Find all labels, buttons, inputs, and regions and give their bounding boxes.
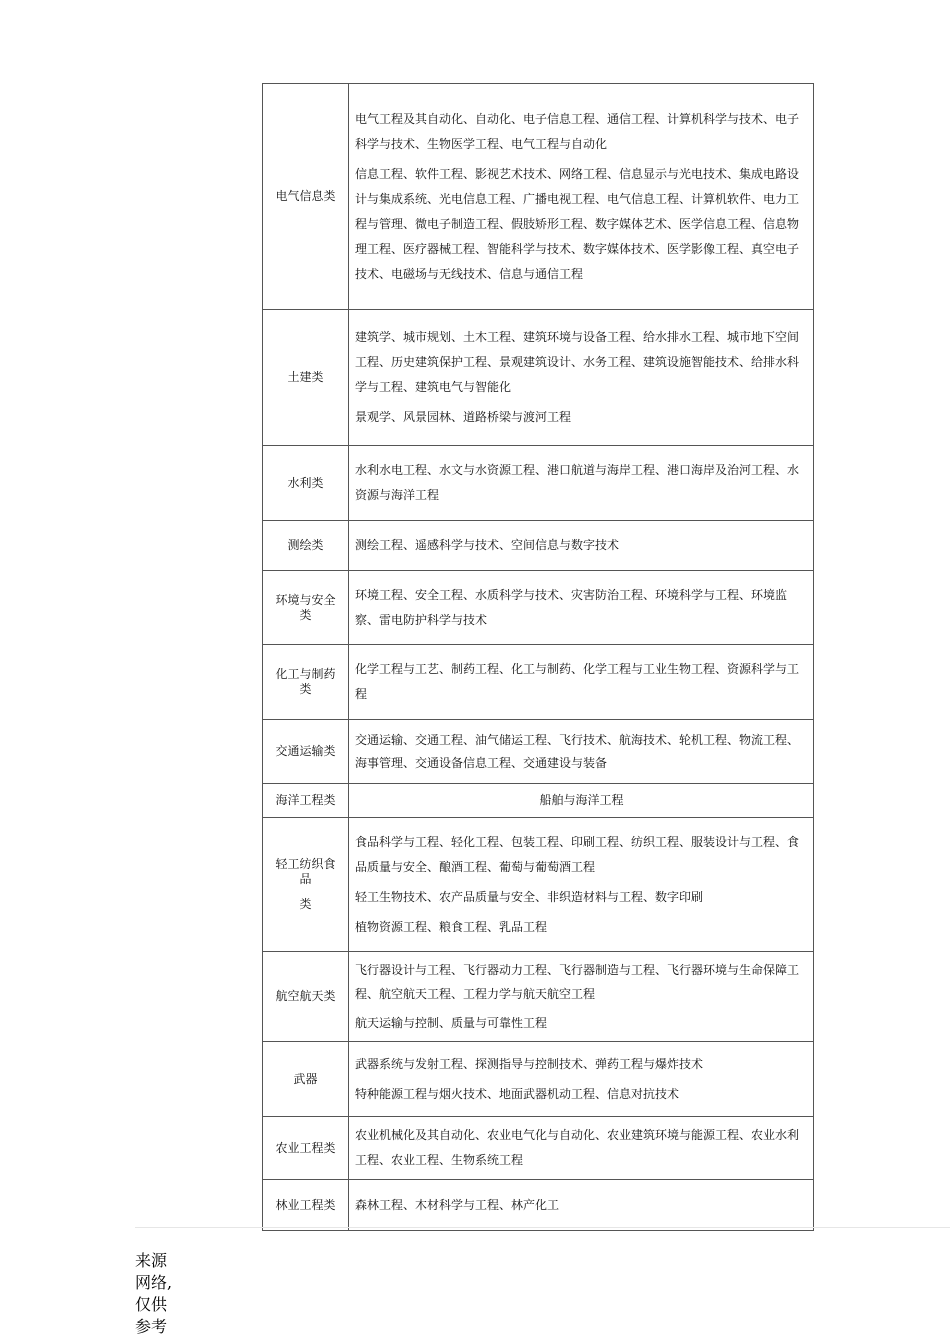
majors-cell	[349, 720, 814, 784]
majors-cell	[349, 952, 814, 1042]
category-label: 品	[299, 872, 312, 886]
category-label: 交通运输类	[275, 744, 336, 758]
majors-text: 食品科学与工程、轻化工程、包装工程、印刷工程、纺织工程、服装设计与工程、食品质量与安全、酿酒工程、葡萄与葡萄酒工程	[355, 834, 800, 874]
majors-text: 植物资源工程、粮食工程、乳品工程	[355, 919, 548, 934]
footer-line: 仅供	[135, 1295, 168, 1314]
majors-table	[262, 83, 814, 1231]
majors-table-body	[263, 84, 814, 1231]
category-cell	[263, 1180, 349, 1231]
category-label: 海洋工程类	[275, 793, 336, 807]
table-row	[263, 952, 814, 1042]
table-row	[263, 1042, 814, 1117]
category-label: 测绘类	[287, 538, 324, 552]
category-label: 类	[299, 897, 312, 911]
category-label: 水利类	[287, 475, 324, 490]
category-label: 类	[299, 682, 312, 696]
majors-cell	[349, 645, 814, 720]
table-row	[263, 784, 814, 818]
footer-line: 网络,	[135, 1273, 173, 1292]
majors-text: 飞行器设计与工程、飞行器动力工程、飞行器制造与工程、飞行器环境与生命保障工程、航空航天工程、工程力学与航天航空工程	[355, 962, 800, 1001]
footer-note	[135, 1250, 175, 1338]
table-row	[263, 1180, 814, 1231]
category-label: 轻工纺织食	[275, 857, 336, 871]
category-cell	[263, 571, 349, 645]
majors-text: 船舶与海洋工程	[539, 793, 624, 807]
table-row	[263, 571, 814, 645]
majors-cell	[349, 446, 814, 521]
majors-text: 武器系统与发射工程、探测指导与控制技术、弹药工程与爆炸技术	[355, 1056, 704, 1071]
category-cell	[263, 310, 349, 446]
majors-cell	[349, 84, 814, 310]
category-label: 武器	[293, 1071, 318, 1086]
category-cell	[263, 720, 349, 784]
majors-text: 航天运输与控制、质量与可靠性工程	[355, 1015, 548, 1030]
majors-text: 电气工程及其自动化、自动化、电子信息工程、通信工程、计算机科学与技术、电子科学与技术、生物医学工程、电气工程与自动化	[355, 111, 800, 151]
majors-text: 景观学、风景园林、道路桥梁与渡河工程	[355, 410, 572, 424]
majors-text: 环境工程、安全工程、水质科学与技术、灾害防治工程、环境科学与工程、环境监察、雷电防护科学与技术	[355, 587, 788, 627]
majors-cell	[349, 571, 814, 645]
majors-cell	[349, 521, 814, 571]
majors-text: 特种能源工程与烟火技术、地面武器机动工程、信息对抗技术	[355, 1086, 680, 1101]
majors-text: 化学工程与工艺、制药工程、化工与制药、化学工程与工业生物工程、资源科学与工程	[355, 662, 800, 701]
majors-cell	[349, 1042, 814, 1117]
majors-text: 森林工程、木材科学与工程、林产化工	[355, 1197, 560, 1212]
category-label: 航空航天类	[275, 989, 336, 1003]
majors-text: 建筑学、城市规划、土木工程、建筑环境与设备工程、给水排水工程、城市地下空间工程、历史建筑保护工程、景观建筑设计、水务工程、建筑设施智能技术、给排水科学与工程、建筑电气与智能化	[355, 330, 800, 394]
category-cell	[263, 952, 349, 1042]
majors-cell	[349, 1117, 814, 1180]
category-cell	[263, 1042, 349, 1117]
majors-text: 交通运输、交通工程、油气储运工程、飞行技术、航海技术、轮机工程、物流工程、海事管理、交通设备信息工程、交通建设与装备	[355, 732, 800, 770]
table-row	[263, 818, 814, 952]
category-cell	[263, 446, 349, 521]
footer-line: 参考	[135, 1317, 168, 1336]
category-label: 土建类	[287, 370, 324, 384]
category-label: 化工与制药	[275, 667, 336, 681]
footer-line: 来源	[135, 1251, 168, 1270]
majors-cell	[349, 818, 814, 952]
category-cell	[263, 818, 349, 952]
majors-text: 轻工生物技术、农产品质量与安全、非织造材料与工程、数字印刷	[355, 889, 704, 904]
table-row	[263, 84, 814, 310]
table-row	[263, 446, 814, 521]
table-row	[263, 720, 814, 784]
majors-text: 测绘工程、遥感科学与技术、空间信息与数字技术	[355, 538, 620, 552]
category-cell	[263, 521, 349, 571]
category-cell	[263, 1117, 349, 1180]
majors-cell	[349, 1180, 814, 1231]
category-label: 林业工程类	[275, 1197, 336, 1212]
category-cell	[263, 645, 349, 720]
page-divider	[135, 1227, 950, 1228]
category-cell	[263, 784, 349, 818]
table-row	[263, 645, 814, 720]
majors-cell	[349, 310, 814, 446]
table-row	[263, 1117, 814, 1180]
category-label: 农业工程类	[275, 1140, 336, 1155]
majors-cell	[349, 784, 814, 818]
majors-text: 农业机械化及其自动化、农业电气化与自动化、农业建筑环境与能源工程、农业水利工程、农业工程、生物系统工程	[355, 1128, 800, 1167]
table-row	[263, 310, 814, 446]
category-label: 环境与安全	[275, 592, 336, 607]
majors-text: 水利水电工程、水文与水资源工程、港口航道与海岸工程、港口海岸及治河工程、水资源与海洋工程	[355, 463, 800, 502]
category-label: 电气信息类	[275, 189, 336, 203]
majors-text: 信息工程、软件工程、影视艺术技术、网络工程、信息显示与光电技术、集成电路设计与集成系统、光电信息工程、广播电视工程、电气信息工程、计算机软件、电力工程与管理、微电子制造工程、假肢矫形工程、数字媒体艺术、医学信息工程、信息物理工程、医疗器械工程、智能科学与技术、数字媒体技术、医学影像工程、真空电子技术、电磁场与无线技术、信息与通信工程	[355, 166, 800, 281]
table-row	[263, 521, 814, 571]
category-label: 类	[299, 607, 312, 622]
category-cell	[263, 84, 349, 310]
